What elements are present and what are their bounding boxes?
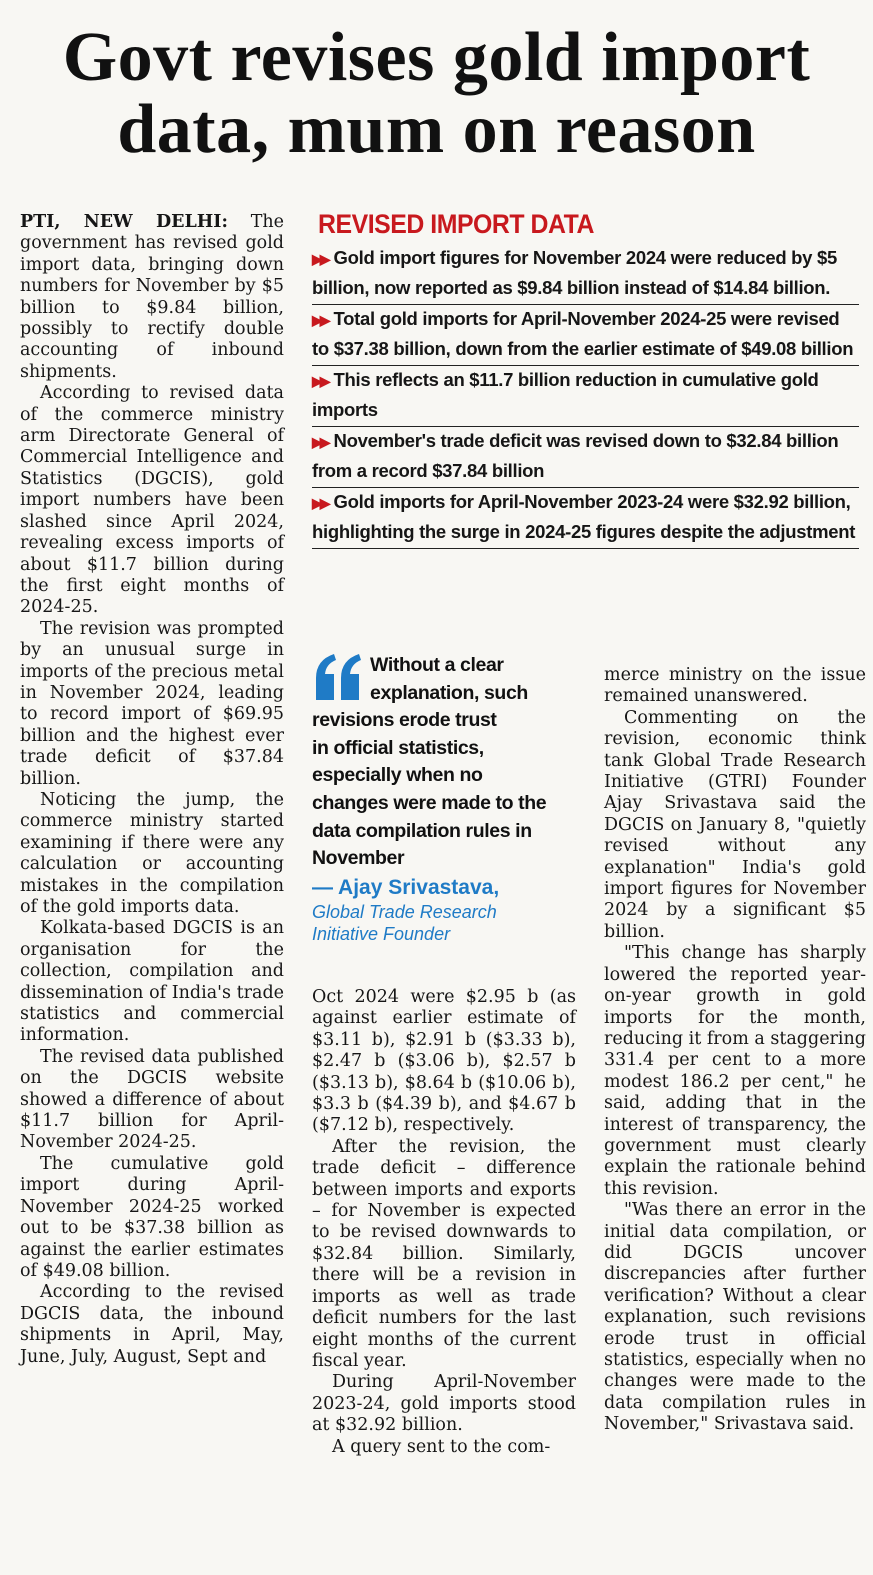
double-arrow-icon: ▶▶ <box>312 434 328 450</box>
article-column-3 <box>604 665 866 1436</box>
headline-line-1: Govt revises gold import <box>62 19 811 96</box>
article-column-1 <box>20 212 284 1368</box>
quote-mark-icon <box>312 652 364 702</box>
box-title: REVISED IMPORT DATA <box>318 209 595 239</box>
box-item <box>312 244 859 305</box>
paragraph: The revision was prompted by an unusual surge in imports of the precious metal in November 2024, leading to record import of $69.95 billion and the highest ever trade deficit of $37.84 billion. <box>20 618 284 789</box>
role-line: Global Trade Research <box>312 901 497 922</box>
headline-line-2: data, mum on reason <box>117 91 756 168</box>
paragraph: The revised data published on the DGCIS website showed a difference of about $11.7 billion for April-November 2024-25. <box>20 1046 284 1153</box>
article-column-2 <box>312 987 576 1458</box>
quote-line: data compilation rules in <box>312 819 532 842</box>
box-item <box>312 427 859 488</box>
box-item-text: Total gold imports for April-November 2024-25 were revised to $37.38 billion, down from the earlier estimate of $49.08 billion <box>312 308 854 359</box>
paragraph: "Was there an error in the initial data compilation, or did DGCIS uncover discrepancies after further verification? Without a clear explanation, such revisions erode trust in official statistics, especially when no changes were made to the data compilation rules in November," Srivastava said. <box>604 1200 866 1435</box>
byline: PTI, NEW DELHI: <box>20 212 228 232</box>
paragraph: Commenting on the revision, economic think tank Global Trade Research Initiative (GTRI) Founder Ajay Srivastava said the DGCIS on January 8, "quietly revised without any explanation" India's gold import figures for November 2024 by a significant $5 billion. <box>604 707 866 942</box>
box-item-text: Gold import figures for November 2024 were reduced by $5 billion, now reported as $9.84 billion instead of $14.84 billion. <box>312 247 837 298</box>
headline <box>14 19 859 168</box>
quote-line: in official statistics, <box>312 736 484 759</box>
box-item-text: Gold imports for April-November 2023-24 were $32.92 billion, highlighting the surge in 2024-25 figures despite the adjustment <box>312 491 856 542</box>
paragraph: "This change has sharply lowered the reported year-on-year growth in gold imports for the month, reducing it from a staggering 331.4 per cent to a more modest 186.2 per cent," he said, adding that in the interest of transparency, the government must clearly explain the rationale behind this revision. <box>604 943 866 1199</box>
revised-import-data-box <box>312 208 859 549</box>
quote-author-role <box>312 901 582 945</box>
box-item <box>312 305 859 366</box>
lead-text: The government has revised gold import data, bringing down numbers for November by $5 billion to $9.84 billion, possibly to rectify double accounting of inbound shipments. <box>20 212 284 382</box>
quote-author: — Ajay Srivastava, <box>312 875 500 899</box>
double-arrow-icon: ▶▶ <box>312 312 328 328</box>
paragraph: After the revision, the trade deficit – difference between imports and exports – for November is expected to be revised downwards to $32.84 billion. Similarly, there will be a revision in imports as well as trade deficit numbers for the last eight months of the current fiscal year. <box>312 1136 576 1371</box>
double-arrow-icon: ▶▶ <box>312 251 328 267</box>
paragraph: Kolkata-based DGCIS is an organisation for the collection, compilation and dissemination of India's trade statistics and commercial information. <box>20 918 284 1046</box>
quote-line: November <box>312 847 405 870</box>
quote-line: revisions erode trust <box>312 709 497 732</box>
paragraph: A query sent to the com- <box>332 1436 551 1457</box>
quote-line: especially when no <box>312 764 483 787</box>
quote-line: Without a clear <box>370 654 504 676</box>
paragraph: merce ministry on the issue remained unanswered. <box>604 665 866 707</box>
paragraph: Noticing the jump, the commerce ministry started examining if there were any calculation or accounting mistakes in the compilation of the gold imports data. <box>20 789 284 917</box>
quote-line: changes were made to the <box>312 791 547 814</box>
paragraph: According to revised data of the commerce ministry arm Directorate General of Commercial Intelligence and Statistics (DGCIS), gold import numbers have been slashed since April 2024, revealing excess imports of about $11.7 billion during the first eight months of 2024-25. <box>20 383 284 618</box>
box-item <box>312 366 859 427</box>
double-arrow-icon: ▶▶ <box>312 373 328 389</box>
pull-quote <box>312 652 582 945</box>
quote-line: explanation, such <box>370 681 528 704</box>
paragraph: According to the revised DGCIS data, the inbound shipments in April, May, June, July, August, Sept and <box>20 1282 284 1367</box>
box-item-text: This reflects an $11.7 billion reduction in cumulative gold imports <box>312 369 819 420</box>
paragraph: The cumulative gold import during April-November 2024-25 worked out to be $37.38 billion as against the earlier estimates of $49.08 billion. <box>20 1153 284 1281</box>
paragraph: During April-November 2023-24, gold imports stood at $32.92 billion. <box>312 1372 576 1436</box>
paragraph: Oct 2024 were $2.95 b (as against earlier estimate of $3.11 b), $2.91 b ($3.33 b), $2.47 b ($3.06 b), $2.57 b ($3.13 b), $8.64 b ($10.06 b), $3.3 b ($4.39 b), and $4.67 b ($7.12 b), respectively. <box>312 987 576 1136</box>
box-item <box>312 488 859 549</box>
double-arrow-icon: ▶▶ <box>312 495 328 511</box>
role-line: Initiative Founder <box>312 923 451 944</box>
paragraph <box>20 212 284 383</box>
box-item-text: November's trade deficit was revised down to $32.84 billion from a record $37.84 billion <box>312 430 839 481</box>
